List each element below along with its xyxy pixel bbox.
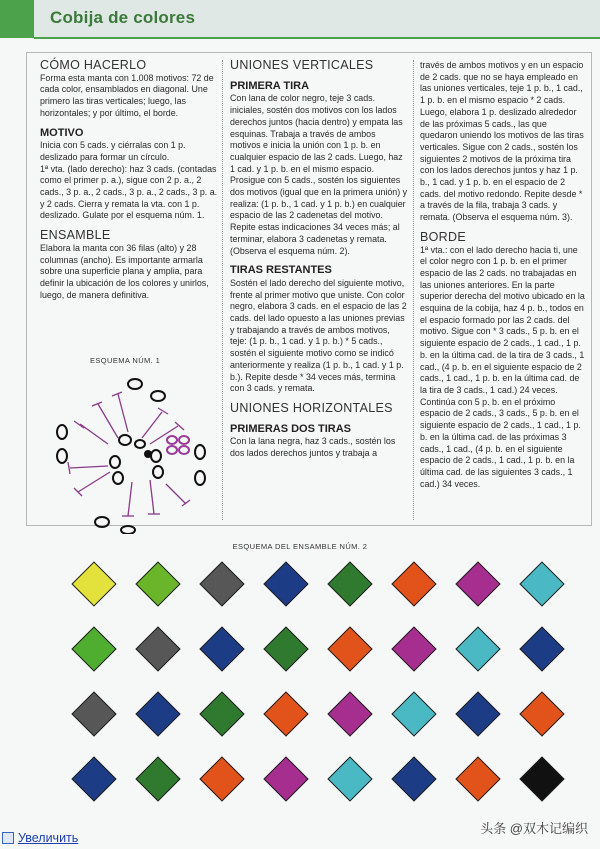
heading-como-hacerlo: CÓMO HACERLO	[40, 58, 147, 72]
color-motif	[456, 562, 500, 606]
column-3	[420, 60, 586, 490]
diagram-1-title: ESQUEMA NÚM. 1	[90, 356, 161, 365]
enlarge-icon	[2, 832, 14, 844]
color-motif	[200, 562, 244, 606]
color-motif	[264, 562, 308, 606]
color-motif	[200, 692, 244, 736]
color-motif	[328, 627, 372, 671]
paragraph-primera-tira: Con lana de color negro, teje 3 cads. iniciales, sostén dos motivos con los lados derechos juntos (hacia dentro) y empata las esquinas. Trabaja a través de ambos motivos e inicia la unión con 1 p. b. en cualquier espacio de las 2 cads. Luego, haz 1 cad. y 1 p. b. en el mismo espacio. Prosigue con 5 cads., sostén los siguientes dos motivos (igual que en la primera unión) y realiza: (1 p. b., 1 cad. y 1 p. b.) en cualquier espacio de las 2 cadenetas del motivo. Repite estas indicaciones 34 veces más; al terminar, elabora 3 cadenetas y remata. (Observa el esquema núm. 2).	[230, 93, 408, 256]
column-separator	[413, 60, 414, 520]
color-motif	[456, 757, 500, 801]
heading-motivo: MOTIVO	[40, 126, 84, 139]
color-motif	[328, 757, 372, 801]
diagram-2-title: ESQUEMA DEL ENSAMBLE NÚM. 2	[232, 542, 368, 551]
color-motif	[264, 627, 308, 671]
paragraph-borde: 1ª vta.: con el lado derecho hacia ti, une el color negro con 1 p. b. en el primer espacio de las 2 cads. no trabajadas en las uniones anteriores. En la parte superior derecha del motivo ubicado en la esquina de la cobija, haz 4 p. b., todos en el espacio formado por las 2 cads. del motivo. Sigue con * 3 cads., 5 p. b. en el siguiente espacio de 2 cads., 1 cad., 1 p. b. en la última cad. de la tira de 3 cads., 1 cad., (4 p. b. en el siguiente espacio de 2 cads., 1 cad., 1 p. b. en la última cad. de la tira de 3 cads., 1 cad.) 24 veces. Continúa con 5 p. b. en el próximo espacio de 2 cads., 3 cads., 5 p. b. en el siguiente espacio de 2 cads., 1 cad., 1 p. b. en la última cad. de las próximas 3 cads., 1 cad., (4 p. b. en el siguiente espacio de 2 cads., 1 cad., 1 p. b. en la última cad. de las siguientes 3 cads., 1 cad.) 34 veces.	[420, 244, 585, 489]
column-2	[230, 60, 408, 460]
color-motif	[200, 757, 244, 801]
color-motif	[72, 627, 116, 671]
color-motif	[200, 627, 244, 671]
assembly-grid	[72, 562, 584, 814]
heading-primera-tira: PRIMERA TIRA	[230, 79, 310, 92]
column-1	[40, 60, 218, 301]
color-motif	[456, 627, 500, 671]
color-motif	[520, 627, 564, 671]
color-motif	[72, 562, 116, 606]
color-motif	[520, 692, 564, 736]
heading-tiras-restantes: TIRAS RESTANTES	[230, 264, 332, 277]
color-motif	[136, 627, 180, 671]
color-motif	[328, 692, 372, 736]
enlarge-link-label: Увеличить	[18, 831, 79, 845]
header-rule	[34, 37, 600, 39]
paragraph-motivo-2: 1ª vta. (lado derecho): haz 3 cads. (contadas como el primer p. a.), sigue con 2 p. a., 2 cads., 3 p. a., 2 cads., 3 p. a., 2 cads., 3 p. a. y 2 cads. Cierra y remata la vta. con 1 p. deslizado. Gulate por el esquema núm. 1.	[40, 163, 218, 221]
color-motif	[520, 562, 564, 606]
color-motif	[264, 757, 308, 801]
paragraph-como: Forma esta manta con 1.008 motivos: 72 de cada color, ensamblados en diagonal. Une primero las tiras verticales; luego, las horizontales; y por último, el borde.	[40, 72, 214, 118]
watermark: 头条 @双木记编织	[480, 821, 588, 836]
color-motif	[264, 692, 308, 736]
color-motif	[328, 562, 372, 606]
heading-uniones-verticales: UNIONES VERTICALES	[230, 58, 374, 72]
heading-borde: BORDE	[420, 229, 466, 244]
header-accent	[0, 0, 34, 38]
paragraph-continuation: través de ambos motivos y en un espacio de 2 cads. que no se haya empleado en las uniones verticales, teje 1 p. b., 1 cad., 1 p. b. en el mismo espacio * 2 cads. Luego, elabora 1 p. deslizado alrededor de las próximas 5 cads., las que quedaron uniendo los motivos de las tiras verticales. Sigue con 2 cads., sostén los siguientes 2 motivos de la próxima tira con los lados derechos juntos y haz 1 p. b., 1 cad. y 1 p. b. en el espacio de 2 cads. del motivo redondo. Repite desde * a través de la fila, trabaja 3 cads. y remata. (Observa el esquema núm. 3).	[420, 60, 584, 223]
paragraph-ensamble: Elabora la manta con 36 filas (alto) y 28 columnas (ancho). Es importante armarla sobre una superficie plana y amplia, para definir la ubicación de los colores y unirlos, luego, de manera definitiva.	[40, 242, 209, 300]
color-motif	[72, 757, 116, 801]
heading-uniones-horizontales: UNIONES HORIZONTALES	[230, 400, 393, 415]
color-motif	[520, 757, 564, 801]
color-motif	[392, 562, 436, 606]
color-motif	[136, 562, 180, 606]
heading-ensamble: ENSAMBLE	[40, 228, 111, 243]
color-motif	[456, 692, 500, 736]
crochet-chart-diagram	[50, 372, 215, 534]
color-motif	[72, 692, 116, 736]
page-header	[0, 0, 600, 38]
color-motif	[392, 692, 436, 736]
heading-primeras-dos-tiras: PRIMERAS DOS TIRAS	[230, 422, 352, 435]
color-motif	[136, 692, 180, 736]
color-motif	[392, 757, 436, 801]
color-motif	[136, 757, 180, 801]
paragraph-motivo-1: Inicia con 5 cads. y ciérralas con 1 p. deslizado para formar un círculo.	[40, 140, 186, 162]
page-title: Cobija de colores	[50, 8, 196, 27]
column-separator	[222, 60, 223, 520]
paragraph-tiras-restantes: Sostén el lado derecho del siguiente motivo, frente al primer motivo que uniste. Con color negro, elabora 3 cads. en el espacio de las 2 cads. del lado opuesto a las uniones previas y trabajando a través de ambos motivos, teje: (1 p. b., 1 cad. y 1 p. b.) * 5 cads., sostén el siguiente motivo como se indicó anteriormente y realiza (1 p. b., 1 cad. y 1 p. b.). Repite desde * 34 veces más, termina con 3 cads. y remata.	[230, 277, 407, 394]
color-motif	[392, 627, 436, 671]
enlarge-link[interactable]	[2, 831, 78, 845]
paragraph-primeras-dos-tiras: Con la lana negra, haz 3 cads., sostén los dos lados derechos juntos y trabaja a	[230, 436, 396, 459]
